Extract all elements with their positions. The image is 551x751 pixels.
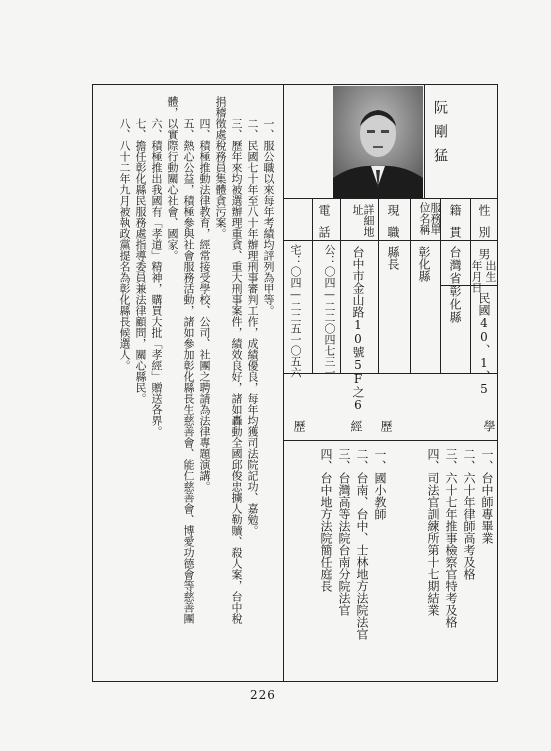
unit-value: 彰化縣 xyxy=(417,246,431,282)
experience-label-a: 經 xyxy=(349,420,363,432)
col-line xyxy=(312,198,313,374)
col-line xyxy=(410,198,411,374)
phone-home: 宅：〇四—二二五一〇五六 xyxy=(289,244,302,378)
experience-label-b: 歷 xyxy=(379,420,393,432)
gender-label: 性別 xyxy=(477,204,491,248)
achievement-item: 二、民國七十年至八十年辦理刑事審判工作，成績優良，每年均獲司法院記功、嘉勉。 xyxy=(246,118,259,536)
achievement-item: 八、八十二年九月被執政黨提名為彰化縣長候選人。 xyxy=(118,118,131,371)
phone-label: 電話 xyxy=(317,204,331,248)
block-head-line xyxy=(283,440,498,441)
birth-value: 民國40、1、5 xyxy=(477,292,491,396)
block-left-line xyxy=(283,374,284,682)
achievement-item: 三、歷年來均被選辦理重貪、重大刑事案件，績效良好，諸如轟動全國邱俊忠擄人勒贖、殺人案，台中稅 xyxy=(230,118,243,624)
info-divider xyxy=(283,198,498,199)
achievement-item: 四、積極推動法律教育，經常接受學校、公司、社團之聘請為法律專題演講。 xyxy=(198,118,211,492)
address-value: 台中市金山路10號5F之6 xyxy=(351,246,365,412)
education-item: 三、六十七年推事檢察官特考及格 xyxy=(444,448,458,628)
birth-label-a: 出生 xyxy=(484,260,497,282)
experience-item: 二、台南、台中、士林地方法院法官 xyxy=(355,448,369,640)
person-name: 阮剛猛 xyxy=(432,100,448,172)
education-label: 學 xyxy=(482,420,496,432)
achievement-item: 一、服公職以來每年考績均評列為甲等。 xyxy=(262,118,275,316)
achievement-item: 體，以實際行動關心社會、國家。 xyxy=(166,96,179,261)
page-number: 226 xyxy=(250,688,276,702)
gender-value: 男 xyxy=(477,248,491,260)
education-item: 二、六十年律師高考及格 xyxy=(462,448,476,580)
col-line xyxy=(340,198,341,374)
experience-label-c: 歷 xyxy=(292,420,306,432)
education-item: 四、司法官訓練所第十七期結業 xyxy=(426,448,440,616)
education-item: 一、台中師專畢業 xyxy=(480,448,494,544)
experience-item: 一、國小教師 xyxy=(373,448,387,520)
origin-value: 台灣省彰化縣 xyxy=(448,246,462,324)
phone-office: 公：〇四—二二〇四七三一 xyxy=(323,244,336,378)
achievement-item: 五、熱心公益，積極參與社會服務活動，諸如參加彰化縣長生慈善會、能仁慈善會、博愛功德會等慈善團 xyxy=(182,118,195,624)
experience-item: 四、台中地方法院簡任庭長 xyxy=(319,448,333,592)
unit-label: 服務單位名稱 xyxy=(418,202,442,235)
address-label: 詳細地址 xyxy=(351,204,375,237)
col-line xyxy=(378,198,379,374)
achievement-item: 六、積極推出我國有「孝道」精神，購買大批「孝經」贈送各界。 xyxy=(150,118,163,437)
birth-label-b: 年月日 xyxy=(470,260,483,293)
portrait-photo xyxy=(333,86,423,198)
name-col-line xyxy=(424,84,425,198)
title-label: 現職 xyxy=(386,204,400,248)
origin-label: 籍貫 xyxy=(448,204,462,248)
achievement-item: 捐稽徵處稅務員集體貪污案。 xyxy=(214,96,227,239)
achievement-item: 七、擔任彰化縣民服務處指導委員兼法律顧問，關心縣民。 xyxy=(134,118,147,404)
experience-item: 三、台灣高等法院台南分院法官 xyxy=(337,448,351,616)
title-value: 縣長 xyxy=(386,246,400,270)
